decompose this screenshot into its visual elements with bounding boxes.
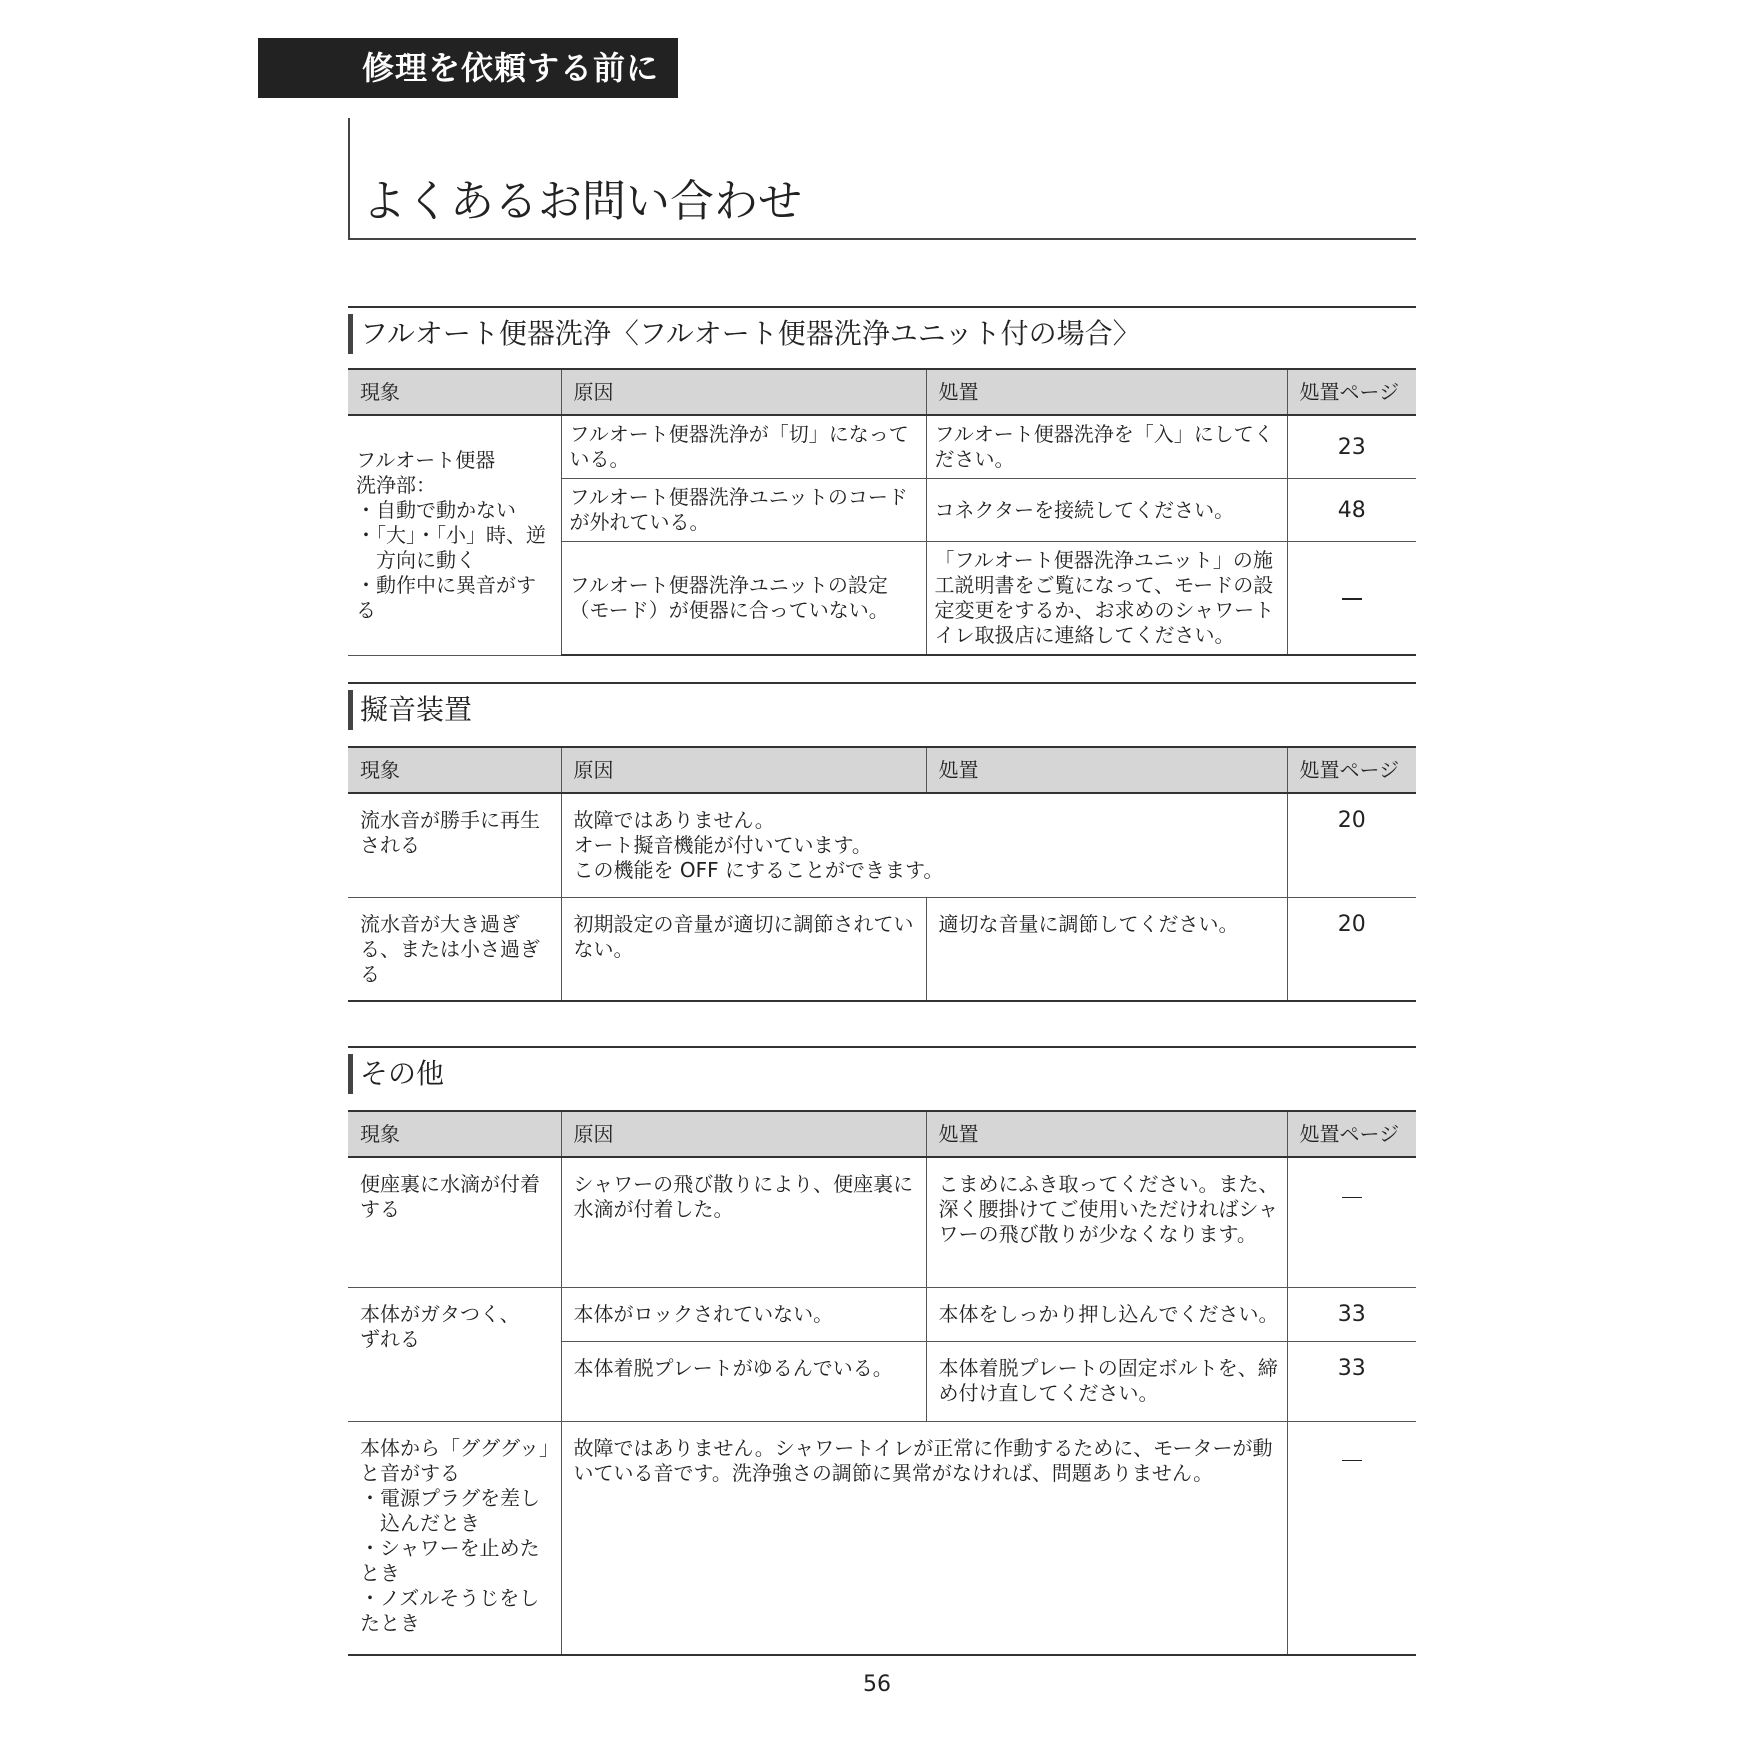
page-cell: [1287, 1157, 1416, 1287]
page-cell: 33: [1287, 1341, 1416, 1421]
cause-cell: 本体がロックされていない。: [561, 1287, 926, 1341]
table-row: [348, 1287, 1416, 1341]
table-full-auto-flush: [348, 368, 1416, 656]
remedy-cell: フルオート便器洗浄を「入」にしてください。: [926, 415, 1287, 479]
section-heading-full-auto-flush: [348, 306, 1416, 350]
section-marker: [348, 690, 353, 730]
dash-symbol: [1342, 598, 1362, 600]
dash-symbol: [1342, 1460, 1362, 1461]
header-remedy: 処置: [926, 1111, 1287, 1157]
chapter-tab: [258, 38, 678, 98]
symptom-cell: 流水音が大き過ぎる、または小さ過ぎる: [348, 897, 561, 1001]
page-cell: 33: [1287, 1287, 1416, 1341]
header-phenomenon: 現象: [348, 747, 561, 793]
table-header-row: [348, 747, 1416, 793]
remedy-cell: コネクターを接続してください。: [926, 479, 1287, 542]
symptom-cell: 便座裏に水滴が付着する: [348, 1157, 561, 1287]
page-cell: 20: [1287, 793, 1416, 897]
cause-cell: フルオート便器洗浄ユニットの設定（モード）が便器に合っていない。: [561, 542, 926, 656]
section-marker: [348, 1054, 353, 1094]
table-header-row: [348, 369, 1416, 415]
remedy-cell: こまめにふき取ってください。また、深く腰掛けてご使用いただければシャワーの飛び散りが少なくなります。: [926, 1157, 1287, 1287]
header-remedy: 処置: [926, 747, 1287, 793]
header-cause: 原因: [561, 1111, 926, 1157]
symptom-cell: フルオート便器 洗浄部： ・自動で動かない ・「大」・「小」時、逆 方向に動く ・動作中に異音がする: [348, 415, 561, 655]
symptom-cell: 流水音が勝手に再生される: [348, 793, 561, 897]
section-marker: [348, 314, 353, 354]
chapter-title: 修理を依頼する前に: [362, 49, 660, 87]
cause-cell: フルオート便器洗浄ユニットのコードが外れている。: [561, 479, 926, 542]
cause-cell: 初期設定の音量が適切に調節されていない。: [561, 897, 926, 1001]
header-cause: 原因: [561, 747, 926, 793]
section-title: 擬音装置: [360, 693, 473, 726]
table-row: [348, 793, 1416, 897]
table-other: [348, 1110, 1416, 1656]
page-cell: [1287, 1421, 1416, 1655]
title-rule-horizontal: [348, 238, 1416, 240]
page-number: 56: [863, 1672, 891, 1697]
header-remedy: 処置: [926, 369, 1287, 415]
note-cell: 故障ではありません。 オート擬音機能が付いています。 この機能を OFF にすることができます。: [561, 793, 1287, 897]
header-cause: 原因: [561, 369, 926, 415]
table-row: [348, 1157, 1416, 1287]
table-sound-device: [348, 746, 1416, 1002]
table-row: [348, 897, 1416, 1001]
header-page: 処置ページ: [1287, 1111, 1416, 1157]
title-rule-vertical: [348, 118, 350, 240]
cause-cell: 本体着脱プレートがゆるんでいる。: [561, 1341, 926, 1421]
page-cell: 20: [1287, 897, 1416, 1001]
remedy-cell: 適切な音量に調節してください。: [926, 897, 1287, 1001]
remedy-cell: 「フルオート便器洗浄ユニット」の施工説明書をご覧になって、モードの設定変更をするか、お求めのシャワートイレ取扱店に連絡してください。: [926, 542, 1287, 656]
cause-cell: フルオート便器洗浄が「切」になっている。: [561, 415, 926, 479]
table-row: [348, 1421, 1416, 1655]
header-phenomenon: 現象: [348, 1111, 561, 1157]
section-title: その他: [360, 1057, 445, 1090]
header-phenomenon: 現象: [348, 369, 561, 415]
section-heading-other: [348, 1046, 1416, 1090]
remedy-cell: 本体をしっかり押し込んでください。: [926, 1287, 1287, 1341]
section-heading-sound-device: [348, 682, 1416, 726]
table-header-row: [348, 1111, 1416, 1157]
symptom-cell: 本体がガタつく、 ずれる: [348, 1287, 561, 1421]
page-cell: 23: [1287, 415, 1416, 479]
table-row: [348, 415, 1416, 479]
page-title: よくあるお問い合わせ: [362, 176, 802, 227]
section-title: フルオート便器洗浄〈フルオート便器洗浄ユニット付の場合〉: [360, 317, 1141, 350]
page-cell: 48: [1287, 479, 1416, 542]
symptom-cell: 本体から「グググッ」と音がする ・電源プラグを差し 込んだとき ・シャワーを止めたとき ・ノズルそうじをしたとき: [348, 1421, 561, 1655]
header-page: 処置ページ: [1287, 747, 1416, 793]
remedy-cell: 本体着脱プレートの固定ボルトを、締め付け直してください。: [926, 1341, 1287, 1421]
cause-cell: シャワーの飛び散りにより、便座裏に水滴が付着した。: [561, 1157, 926, 1287]
note-cell: 故障ではありません。シャワートイレが正常に作動するために、モーターが動いている音です。洗浄強さの調節に異常がなければ、問題ありません。: [561, 1421, 1287, 1655]
page-cell: [1287, 542, 1416, 656]
header-page: 処置ページ: [1287, 369, 1416, 415]
dash-symbol: [1342, 1197, 1362, 1198]
